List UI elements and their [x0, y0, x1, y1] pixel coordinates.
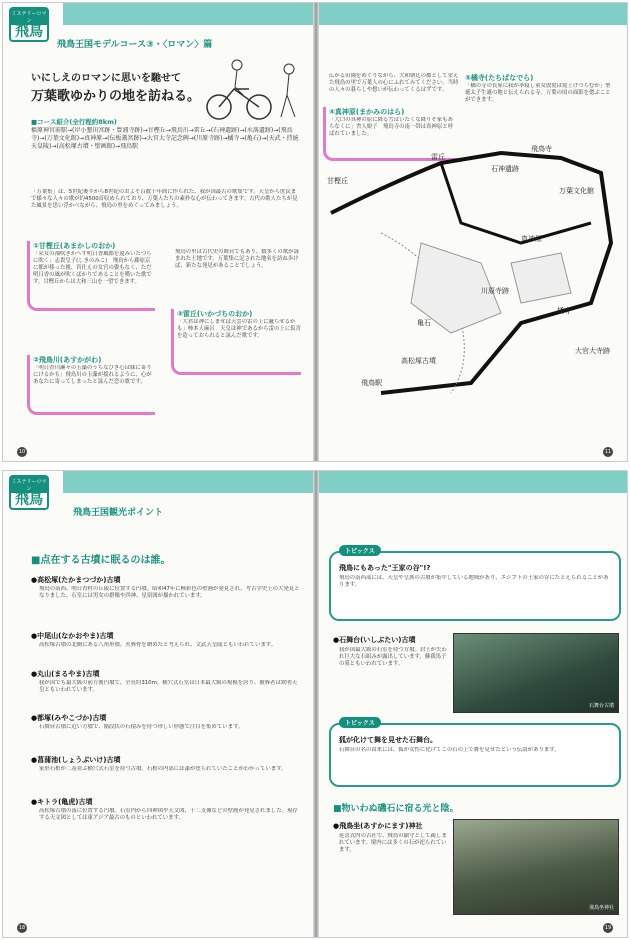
brand-main-2: 飛鳥 [15, 492, 43, 508]
top-spread [2, 2, 628, 462]
spine-2 [313, 471, 319, 937]
photo-caption-2: 飛鳥坐神社 [588, 905, 614, 911]
intro-cont: 飛鳥の里は古代史の舞台でもあり、数多くの歌が詠まれた土地です。万葉集に記された地名を訪ね歩けば、新たな発見があることでしょう。 [175, 249, 299, 269]
topics-text-2: 石舞台の名の由来には、狐が女性に化けてこの石の上で舞を見せたという伝説があります。 [339, 747, 560, 753]
section3-text: 「大君は神にしませば天雲の雷の上に廬らせるかも」柿本人麻呂 天皇は神であるから雷の上に仮宮を造っておられると詠んだ歌です。 [177, 319, 301, 339]
lead-line2: 万葉歌ゆかりの地を訪ねる。 [31, 89, 201, 104]
page-number-left-2: 18 [18, 925, 26, 931]
map-label-8: 高松塚古墳 [401, 357, 436, 365]
course-heading: ■コース紹介(全行程約8km) [31, 118, 117, 126]
kofun-5-text: 高松塚古墳の南に位置する円墳。石室内から四神図や天文図、十二支像などの壁画が発見されました。現存する天文図としては東アジア最古のものといわれています。 [39, 808, 298, 821]
topics-tag-1: トピックス [339, 545, 381, 556]
brand-logo [9, 7, 49, 42]
page-number-left: 10 [18, 449, 26, 455]
section1-text: 「采女の袖吹きかへす明日香風都を遠みいたづらに吹く」志貴皇子(しきのみこ) 飛鳥から藤原京に都が移った後、宮仕えの女官の姿もなく、ただ明日香の風が吹くばかりであることを嘆いた歌です。甘樫丘からは大和三山を一望できます。 [33, 251, 152, 285]
map-label-9: 雷丘 [431, 153, 445, 161]
brand-sub-2: ミステリーロマン [11, 479, 47, 492]
section5-text: 「橘の寺の長屋に我が率寝し童女放髪は髪上げつらむか」聖徳太子生誕の地と伝えられる寺。万葉の頃の面影を偲ぶことができます。 [465, 83, 611, 103]
map-label-5: 川原寺跡 [481, 287, 509, 295]
ishibutai-text: 我が国最大級の石室を持つ方墳。封土が失われ巨大な石組みが露出しています。蘇我馬子の墓ともいわれています。 [339, 647, 447, 667]
brand-main: 飛鳥 [15, 24, 43, 40]
map-label-4: 橘寺 [557, 307, 571, 315]
section2-text: 「明日香川瀬々の玉藻のうちなびき心は妹に寄りにけるかも」飛鳥川の玉藻が揺れるように、心があなたに寄ってしまったと詠んだ恋の歌です。 [33, 365, 152, 385]
header-band-right [319, 3, 627, 25]
kofun-0-name: ●高松塚(たかまつづか)古墳 [31, 576, 121, 584]
page-title: 飛鳥王国モデルコース③・〈ロマン〉篇 [57, 40, 213, 50]
map-label-11: 大官大寺跡 [575, 347, 610, 355]
route-map [321, 63, 623, 395]
asukaza-title: ●飛鳥坐(あすかにます)神社 [333, 822, 423, 830]
bottom-spread [2, 470, 628, 938]
section4-title: ④真神原(まかみのはら) [329, 108, 405, 116]
map-label-0: 甘樫丘 [327, 177, 348, 185]
lead-line1: いにしえのロマンに思いを馳せて [31, 73, 181, 84]
section1-title: ①甘樫丘(あまかしのおか) [33, 242, 116, 250]
kofun-3-text: 石舞台古墳に近い方墳で、階段状の石積みを持つ珍しい形態で注目を集めています。 [39, 724, 244, 730]
brand-sub: ミステリーロマン [11, 11, 47, 24]
map-label-6: 亀石 [417, 319, 431, 327]
asukaza-text: 延喜式内の古社で、飛鳥の鎮守として親しまれています。境内には多くの石が祀られています。 [339, 833, 447, 853]
map-label-2: 万葉文化館 [559, 187, 594, 195]
topics-text-1: 飛鳥の南西部には、天皇や皇族の古墳が集中している地域があり、エジプトの王家の谷にたとえられることがあります。 [339, 575, 609, 588]
intro-text: 「万葉集」は、5世紀後半から8世紀のおよそ百数十年間に作られた、我が国最古の歌集です。天皇から庶民まで様々な人々の歌が約4500首収められており、万葉人たちの素朴な心が伝わってきます。古代の歌人たちが見た風景を思い浮かべながら、飛鳥の里をめぐってみましょう。 [31, 189, 298, 209]
header-band-left-2 [63, 471, 313, 493]
kofun-2-text: 我が国でも最大級の前方後円墳で、全長約310m。横穴式石室は日本最大級の規模を誇り、被葬者は欽明天皇ともいわれています。 [39, 680, 298, 693]
page-number-right: 11 [604, 449, 612, 455]
right-intro: 広がる田園をめぐりながら、大和朝廷の都として栄えた飛鳥の里で万葉人の心にふれてみてください。当時の人々の暮らしや想いが伝わってくるはずです。 [329, 73, 459, 93]
kofun-3-name: ●都塚(みやこづか)古墳 [31, 714, 107, 722]
topics-box-1 [329, 548, 621, 621]
map-label-10: 石神遺跡 [491, 165, 519, 173]
topics-title-2: 狐が化けて舞を見せた石舞台。 [339, 736, 437, 744]
kofun-4-name: ●菖蒲池(しょうぶいけ)古墳 [31, 756, 121, 764]
brand-logo-2 [9, 475, 49, 510]
page-number-right-2: 19 [604, 925, 612, 931]
course-text: 橿原神宮前駅→(岸小墾田宮跡・豊浦寺跡)→甘樫丘→飛鳥川→雷丘→(石神遺跡)→(水落遺跡)→(飛鳥寺)→(万葉文化館)→真神原→(伝板蓋宮跡)→大官大寺記念碑→(川原寺跡)→橘寺→(亀石)→(天武・持統天皇陵)→(高松塚古墳・壁画館)→飛鳥駅 [31, 127, 299, 150]
map-label-3: 真神原 [521, 235, 542, 243]
header-band-left [63, 3, 313, 25]
kofun-1-text: 高松塚古墳の北側にある八角形墳。火葬骨を納めたと考えられ、文武天皇陵ともいわれています。 [39, 642, 277, 648]
ishibutai-title: ●石舞台(いしぶたい)古墳 [333, 636, 416, 644]
section5-title: ⑤橘寺(たちばなでら) [465, 74, 534, 82]
ishibutai-photo [453, 633, 619, 713]
kofun-4-text: 家形石棺が二基並ぶ横穴式石室を持つ古墳。石棺の内部には漆が塗られていたことがわかっています。 [39, 766, 287, 772]
spine [313, 3, 319, 461]
map-label-7: 飛鳥駅 [361, 379, 382, 387]
kofun-5-name: ●キトラ(亀虎)古墳 [31, 798, 93, 806]
section3-title: ③雷丘(いかづちのおか) [177, 310, 253, 318]
kofun-0-text: 飛鳥の南西、明日香村の丘陵に位置する円墳。昭和47年に極彩色の壁画が発見され、考古学史上の大発見となりました。石室には男女の群像や四神、星宿図が描かれています。 [39, 586, 300, 599]
kofun-heading: ■点在する古墳に眠るのは誰。 [31, 555, 171, 566]
topics-title-1: 飛鳥にもあった"王家の谷"!? [339, 564, 431, 572]
section4-text: 「大口の真神の原に降る雪はいたくな降りそ家もあらなくに」舎人娘子 飛鳥寺の南一帯は真神原と呼ばれていました。 [329, 117, 453, 137]
cyclist-illustration [199, 55, 309, 125]
asukaza-photo [453, 819, 619, 915]
section2-title: ②飛鳥川(あすかがわ) [33, 356, 102, 364]
kofun-1-name: ●中尾山(なかおやま)古墳 [31, 632, 114, 640]
header-band-right-2 [319, 471, 627, 493]
page-title-2: 飛鳥王国観光ポイント [73, 508, 164, 518]
topics-tag-2: トピックス [339, 717, 381, 728]
section-heading-2: ■物いわぬ磯石に宿る光と陰。 [333, 804, 459, 814]
kofun-2-name: ●丸山(まるやま)古墳 [31, 670, 100, 678]
photo-caption-1: 石舞台古墳 [588, 703, 614, 709]
topics-box-2 [329, 720, 621, 787]
map-label-1: 飛鳥寺 [531, 145, 552, 153]
